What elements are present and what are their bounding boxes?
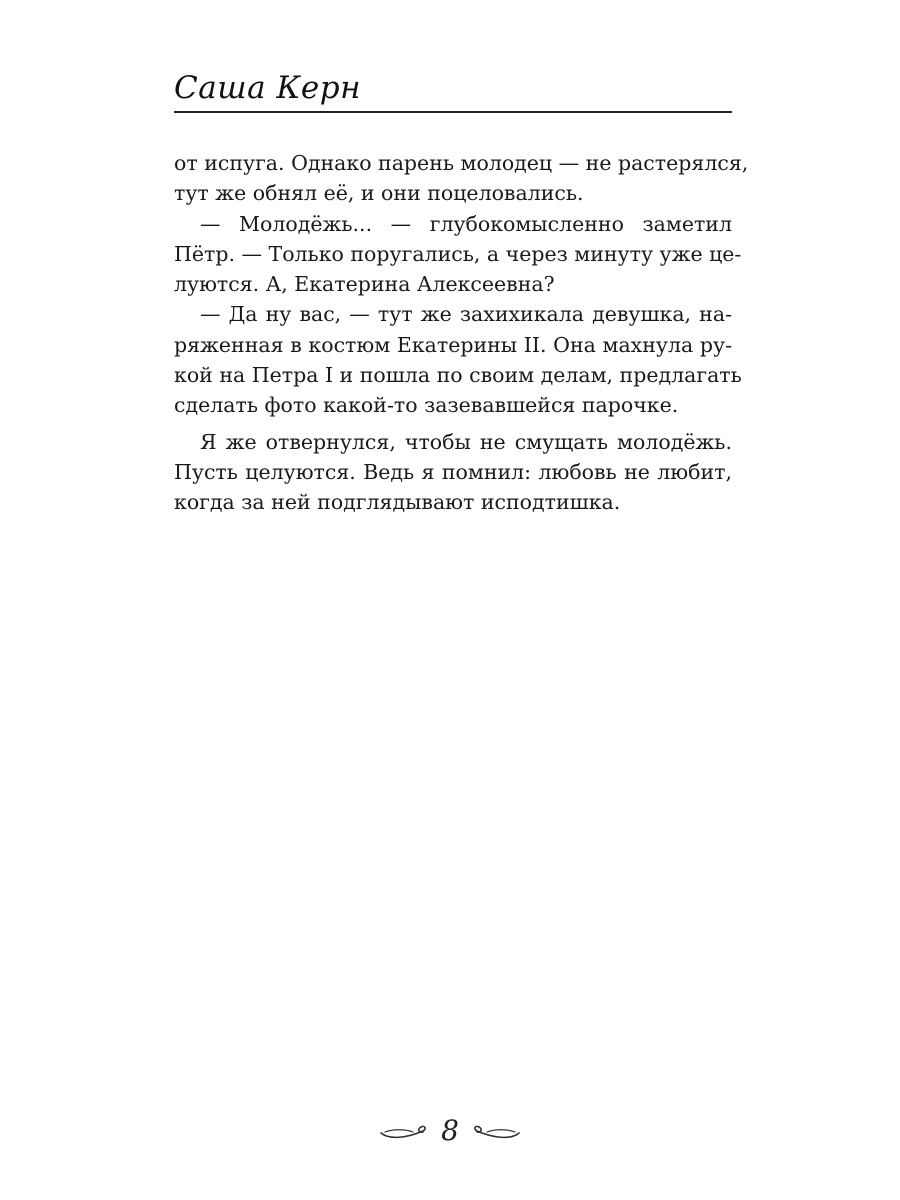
left-flourish-icon (379, 1120, 429, 1142)
header-rule (174, 111, 732, 113)
text-line: ряженная в костюм Екатерины II. Она махнула ру- (174, 332, 732, 357)
text-line: когда за ней подглядывают исподтишка. (174, 490, 621, 515)
page-number: 8 (441, 1114, 459, 1147)
text-line: Я же отвернулся, чтобы не смущать молодёжь. (200, 429, 732, 454)
right-flourish-icon (471, 1120, 521, 1142)
text-line: кой на Петра I и пошла по своим делам, предлагать (174, 363, 742, 388)
text-line: от испуга. Однако парень молодец — не растерялся, (174, 151, 749, 175)
text-line: Пусть целуются. Ведь я помнил: любовь не любит, (174, 459, 732, 484)
text-line: луются. А, Екатерина Алексеевна? (174, 272, 555, 297)
text-line: Пётр. — Только поругались, а через минуту уже це- (174, 241, 742, 266)
page-number-ornament (0, 1114, 900, 1154)
text-line: тут же обнял её, и они поцеловались. (174, 181, 584, 206)
body-text (174, 148, 749, 518)
text-line: — Да ну вас, — тут же захихикала девушка, на- (200, 302, 732, 327)
running-head-author: Саша Керн (174, 70, 362, 106)
text-line: — Молодёжь... — глубокомысленно заметил (200, 211, 732, 236)
text-line: сделать фото какой-то зазевавшейся парочке. (174, 393, 679, 418)
